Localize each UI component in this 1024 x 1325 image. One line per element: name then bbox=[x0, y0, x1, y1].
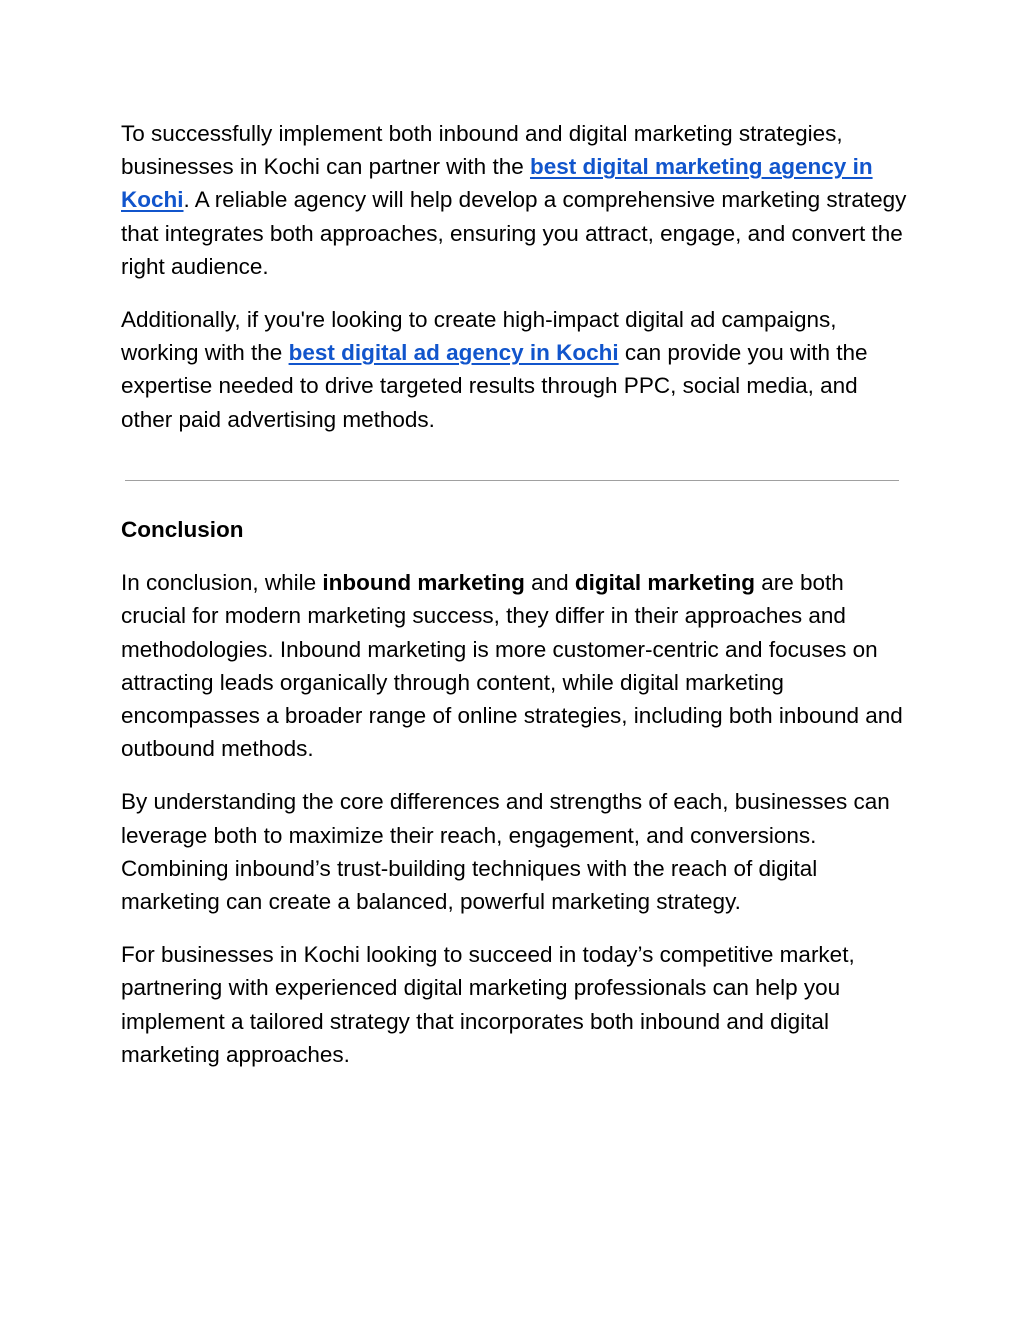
horizontal-divider bbox=[125, 480, 899, 481]
conclusion-paragraph-1 bbox=[121, 566, 911, 765]
conclusion-p1-text-1: In conclusion, while bbox=[121, 570, 323, 596]
intro-paragraph-1 bbox=[121, 117, 911, 283]
conclusion-p1-text-2: and bbox=[524, 570, 575, 596]
conclusion-paragraph-2: By understanding the core differences and strengths of each, businesses can leverage both to maximize their reach, engagement, and conversions. Combining inbound’s trust-building techniques with the reach of digital marketing can create a balanced, powerful marketing strategy. bbox=[121, 789, 890, 915]
inbound-marketing-bold: inbound marketing bbox=[322, 570, 525, 596]
conclusion-p1-text-3: are both crucial for modern marketing success, they differ in their approaches and methodologies. Inbound marketing is more customer-centric and focuses on attracting leads organically through content, while digital marketing encompasses a broader range of online strategies, including both inbound and outbound methods. bbox=[121, 570, 903, 762]
conclusion-section bbox=[121, 513, 911, 1091]
intro-paragraph-2 bbox=[121, 303, 911, 436]
intro-p2-text-after: can provide you with the expertise needed to drive targeted results through PPC, social media, and other paid advertising methods. bbox=[121, 340, 868, 432]
best-digital-ad-agency-link[interactable]: best digital ad agency in Kochi bbox=[288, 340, 619, 366]
digital-marketing-bold: digital marketing bbox=[574, 570, 755, 596]
conclusion-heading: Conclusion bbox=[121, 517, 244, 542]
intro-p1-text-after: . A reliable agency will help develop a comprehensive marketing strategy that integrates both approaches, ensuring you attract, engage, and convert the right audience. bbox=[121, 187, 907, 279]
conclusion-paragraph-3: For businesses in Kochi looking to succeed in today’s competitive market, partnering with experienced digital marketing professionals can help you implement a tailored strategy that incorporates both inbound and digital marketing approaches. bbox=[121, 942, 855, 1067]
intro-section bbox=[121, 117, 911, 456]
intro-p2-text-before: Additionally, if you're looking to create high-impact digital ad campaigns, working with the bbox=[121, 307, 837, 366]
best-digital-marketing-agency-link[interactable]: best digital marketing agency in Kochi bbox=[121, 154, 873, 213]
intro-p1-text-before: To successfully implement both inbound and digital marketing strategies, businesses in Kochi can partner with the bbox=[121, 121, 843, 180]
